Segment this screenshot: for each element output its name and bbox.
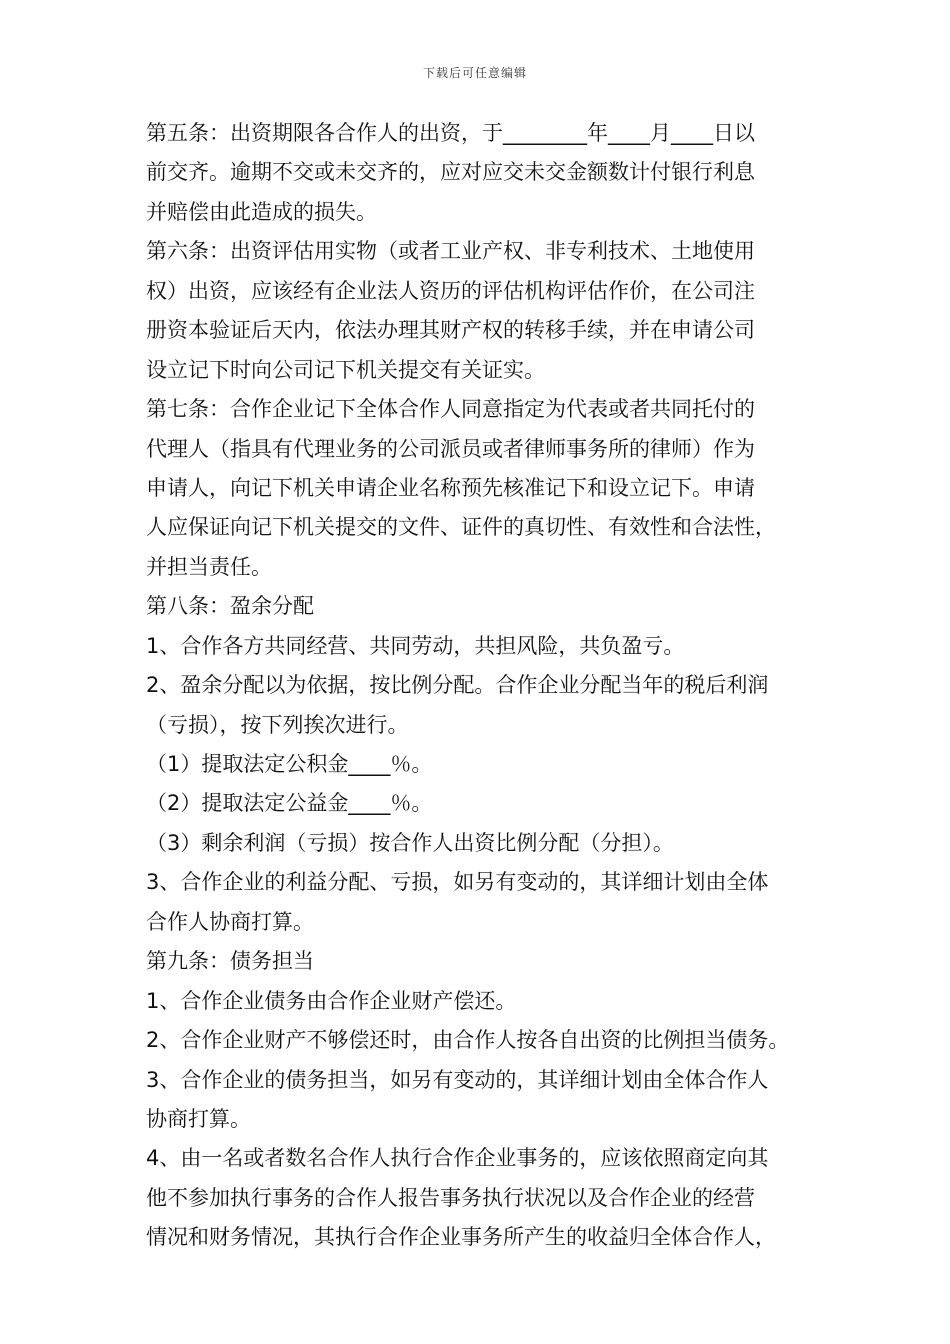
text-line: 前交齐。逾期不交或未交齐的，应对应交未交金额数计付银行利息 (146, 160, 755, 185)
document-body (146, 114, 816, 1258)
text-line: 情况和财务情况，其执行合作企业事务所产生的收益归全体合作人， (146, 1225, 776, 1250)
text-line: 申请人，向记下机关申请企业名称预先核准记下和设立记下。申请 (146, 475, 755, 500)
text-line: （2）提取法定公益金____％。 (146, 791, 433, 816)
text-line: 第八条：盈余分配 (146, 594, 314, 619)
text-line: 第六条：出资评估用实物（或者工业产权、非专利技术、土地使用 (146, 239, 755, 264)
text-line: 并赔偿由此造成的损失。 (146, 199, 377, 224)
text-line: 1、合作各方共同经营、共同劳动，共担风险，共负盈亏。 (146, 633, 685, 658)
text-line: 1、合作企业债务由合作企业财产偿还。 (146, 988, 517, 1013)
text-line: （亏损），按下列挨次进行。 (146, 712, 409, 737)
page-header-note: 下载后可任意编辑 (422, 66, 527, 80)
text-line: 权）出资，应该经有企业法人资历的评估机构评估作价，在公司注 (146, 278, 755, 303)
text-line: 第九条：债务担当 (146, 949, 314, 974)
text-line: 代理人（指具有代理业务的公司派员或者律师事务所的律师）作为 (146, 436, 755, 461)
text-line: （1）提取法定公积金____％。 (146, 752, 433, 776)
text-line: （3）剩余利润（亏损）按合作人出资比例分配（分担）。 (146, 830, 674, 855)
text-line: 2、盈余分配以为依据，按比例分配。合作企业分配当年的税后利润 (146, 673, 769, 698)
text-line: 协商打算。 (146, 1106, 251, 1131)
text-line: 第七条：合作企业记下全体合作人同意指定为代表或者共同托付的 (146, 397, 755, 422)
text-line: 合作人协商打算。 (146, 909, 314, 934)
text-line: 3、合作企业的利益分配、亏损，如另有变动的，其详细计划由全体 (146, 870, 769, 895)
text-line: 人应保证向记下机关提交的文件、证件的真切性、有效性和合法性， (146, 515, 776, 540)
text-line: 第五条：出资期限各合作人的出资，于________年____月____日以 (146, 121, 755, 145)
text-line: 3、合作企业的债务担当，如另有变动的，其详细计划由全体合作人 (146, 1067, 769, 1092)
text-line: 4、由一名或者数名合作人执行合作企业事务的，应该依照商定向其 (146, 1146, 769, 1171)
text-line: 他不参加执行事务的合作人报告事务执行状况以及合作企业的经营 (146, 1185, 755, 1210)
text-line: 2、合作企业财产不够偿还时，由合作人按各自出资的比例担当债务。 (146, 1028, 790, 1053)
text-line: 设立记下时向公司记下机关提交有关证实。 (146, 357, 545, 382)
text-line: 册资本验证后天内，依法办理其财产权的转移手续，并在申请公司 (146, 318, 755, 343)
text-line: 并担当责任。 (146, 554, 272, 579)
